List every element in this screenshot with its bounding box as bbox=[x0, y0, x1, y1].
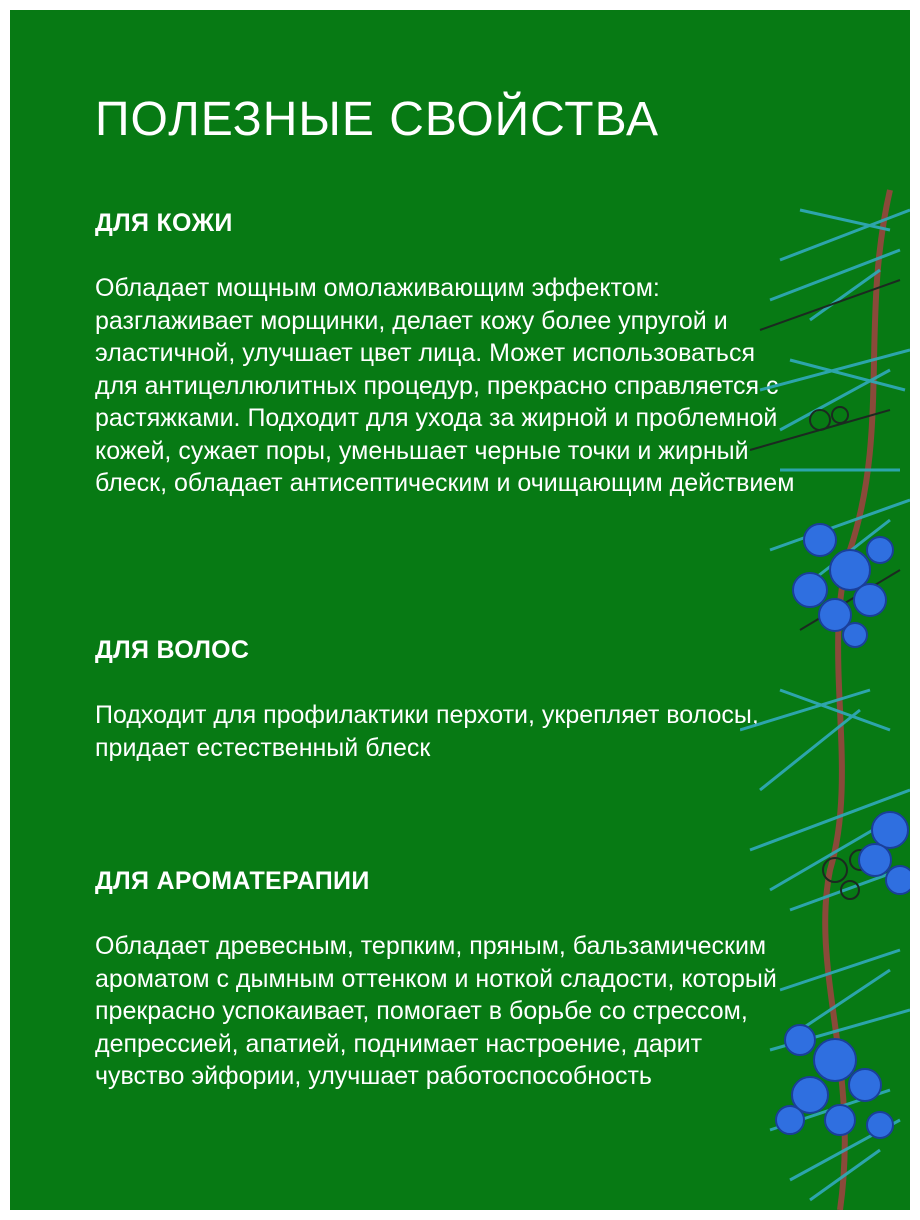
section-skin bbox=[95, 211, 795, 500]
section-text-hair: Подходит для профилактики перхоти, укрепляет волосы, придает естественный блеск bbox=[95, 701, 759, 762]
section-text-aromatherapy: Обладает древесным, терпким, пряным, бальзамическим ароматом с дымным оттенком и ноткой сладости, который прекрасно успокаивает, помогает в борьбе со стрессом, депрессией, апатией, поднимает настроение, дарит чувство эйфории, улучшает работоспособность bbox=[95, 932, 777, 1090]
section-text-skin: Обладает мощным омолаживающим эффектом: разглаживает морщинки, делает кожу более упругой и эластичной, улучшает цвет лица. Может использоваться для антицеллюлитных процедур, прекрасно справляется с растяжками. Подходит для ухода за жирной и проблемной кожей, сужает поры, уменьшает черные точки и жирный блеск, обладает антисептическим и очищающим действием bbox=[95, 274, 795, 497]
section-heading-skin: ДЛЯ КОЖИ bbox=[95, 209, 233, 237]
juniper-branch-icon bbox=[740, 170, 910, 1210]
section-heading-hair: ДЛЯ ВОЛОС bbox=[95, 636, 250, 664]
section-aromatherapy bbox=[95, 869, 795, 1093]
properties-card bbox=[10, 10, 910, 1210]
section-hair bbox=[95, 638, 795, 764]
section-heading-aromatherapy: ДЛЯ АРОМАТЕРАПИИ bbox=[95, 867, 370, 895]
page-title: ПОЛЕЗНЫЕ СВОЙСТВА bbox=[95, 93, 660, 146]
